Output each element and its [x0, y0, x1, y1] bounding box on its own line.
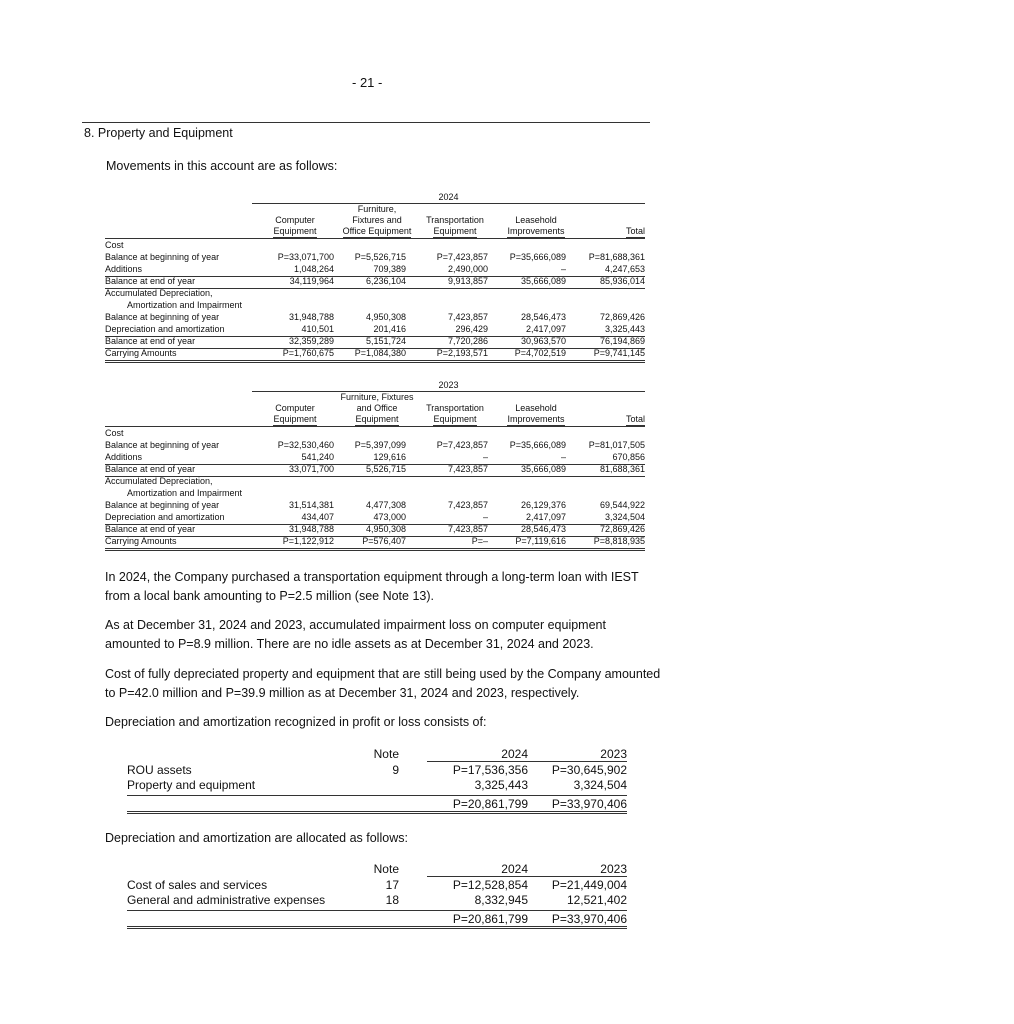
column-header-line [585, 414, 645, 426]
column-header-text: Improvements [507, 226, 565, 236]
column-header [250, 392, 340, 426]
table-row [105, 441, 645, 452]
cell-value: P=1,760,675 [282, 348, 334, 358]
column-header-line [410, 392, 500, 403]
row-rule [105, 524, 645, 525]
cell-value: 3,325,443 [604, 324, 645, 334]
cell-value: P=1,084,380 [354, 348, 406, 358]
column-header-text: Office Equipment [342, 226, 412, 236]
row-label: Amortization and Impairment [127, 300, 243, 310]
column-header-line [585, 204, 645, 215]
subtotal-rule [127, 910, 627, 911]
column-header [332, 204, 422, 238]
value-2024: P=17,536,356 [452, 763, 528, 777]
cell-value: 4,477,308 [365, 500, 406, 510]
allocated-intro: Depreciation and amortization are allocated as follows: [105, 831, 408, 845]
cell-value: 541,240 [301, 452, 334, 462]
cell-value: 35,666,089 [520, 464, 566, 474]
row-rule [105, 476, 645, 477]
cell-value: P=5,526,715 [354, 252, 406, 262]
cell-value: 7,423,857 [447, 312, 488, 322]
total-rule [105, 360, 645, 363]
note-ref: 9 [392, 763, 399, 777]
header-rule [427, 761, 627, 762]
cell-value: 32,359,289 [288, 336, 334, 346]
cell-value: – [560, 264, 566, 274]
table-row [105, 349, 645, 360]
column-header-line: Transportation [426, 403, 484, 413]
paragraph-recognized-intro: Depreciation and amortization recognized in profit or loss consists of: [105, 715, 487, 729]
value-2024: 8,332,945 [474, 893, 528, 907]
row-label: General and administrative expenses [127, 893, 326, 907]
value-2023: P=21,449,004 [551, 878, 627, 892]
column-header-text: Total [625, 226, 645, 236]
value-2024: P=12,528,854 [452, 878, 528, 892]
table-row [105, 429, 645, 440]
row-label: Balance at end of year [105, 524, 196, 534]
cell-value: P=576,407 [362, 536, 406, 546]
cell-value: 9,913,857 [447, 276, 488, 286]
cell-value: P=9,741,145 [593, 348, 645, 358]
cell-value: 6,236,104 [365, 276, 406, 286]
cell-value: 81,688,361 [599, 464, 645, 474]
cell-value: P=5,397,099 [354, 440, 406, 450]
row-rule [105, 288, 645, 289]
cell-value: 2,490,000 [447, 264, 488, 274]
column-header-line [585, 403, 645, 414]
column-header-line [250, 226, 340, 238]
column-header [491, 204, 581, 238]
table-row [105, 537, 645, 548]
cell-value: 76,194,869 [599, 336, 645, 346]
cell-value: 670,856 [612, 452, 645, 462]
column-header-line: Transportation [426, 215, 484, 225]
cell-value: 4,950,308 [365, 312, 406, 322]
column-header-line: Furniture, Fixtures [340, 392, 414, 402]
cell-value: – [560, 452, 566, 462]
cell-value: 7,423,857 [447, 500, 488, 510]
note-ref: 17 [385, 878, 399, 892]
cell-value: P=8,818,935 [593, 536, 645, 546]
note-header: Note [373, 862, 399, 876]
column-header [585, 392, 645, 426]
table-row [105, 477, 645, 488]
cell-value: 31,948,788 [288, 524, 334, 534]
column-header-line [491, 204, 581, 215]
column-header-line [250, 204, 340, 215]
cell-value: – [482, 452, 488, 462]
table-row [105, 325, 645, 336]
cell-value: 35,666,089 [520, 276, 566, 286]
cell-value: 7,423,857 [447, 524, 488, 534]
cell-value: 31,514,381 [288, 500, 334, 510]
column-header-line [410, 414, 500, 426]
column-header-line: Computer [275, 403, 315, 413]
cell-value: 7,423,857 [447, 464, 488, 474]
year-header: 2024 [501, 862, 528, 876]
table-row [105, 301, 645, 312]
cell-value: 2,417,097 [525, 512, 566, 522]
column-header [332, 392, 422, 426]
cell-value: 4,247,653 [604, 264, 645, 274]
table-row [105, 253, 645, 264]
column-header-text: Equipment [273, 226, 317, 236]
cell-value: P=4,702,519 [514, 348, 566, 358]
cell-value: 28,546,473 [520, 524, 566, 534]
ppe-table-2024 [105, 193, 645, 363]
year-header: 2024 [501, 747, 528, 761]
column-header-line [585, 226, 645, 238]
year-header: 2023 [252, 381, 645, 392]
note-ref: 18 [385, 893, 399, 907]
column-header-line: Leasehold [515, 403, 557, 413]
cell-value: 72,869,426 [599, 312, 645, 322]
page-number: - 21 - [352, 75, 383, 90]
row-label: Carrying Amounts [105, 348, 177, 358]
cell-value: 473,000 [373, 512, 406, 522]
column-header-line [585, 215, 645, 226]
year-header: 2023 [600, 862, 627, 876]
row-rule [105, 336, 645, 337]
column-header-line [250, 414, 340, 426]
cell-value: 69,544,922 [599, 500, 645, 510]
column-header-line [585, 392, 645, 403]
header-rule [105, 238, 645, 239]
total-rule [105, 548, 645, 551]
column-header [491, 392, 581, 426]
value-2023: P=30,645,902 [551, 763, 627, 777]
cell-value: 7,720,286 [447, 336, 488, 346]
column-header [250, 204, 340, 238]
row-label: Accumulated Depreciation, [105, 476, 213, 486]
column-header [410, 392, 500, 426]
allocated-table [127, 863, 627, 929]
ppe-table-2023 [105, 381, 645, 551]
cell-value: P=– [471, 536, 488, 546]
cell-value: 201,416 [373, 324, 406, 334]
row-label: Carrying Amounts [105, 536, 177, 546]
year-header: 2024 [252, 193, 645, 204]
cell-value: – [482, 512, 488, 522]
header-rule [105, 426, 645, 427]
table-row [105, 265, 645, 276]
row-label: Additions [105, 452, 143, 462]
cell-value: P=2,193,571 [436, 348, 488, 358]
row-rule [105, 536, 645, 537]
year-header: 2023 [600, 747, 627, 761]
cell-value: 129,616 [373, 452, 406, 462]
column-header-line: Furniture, [357, 204, 397, 214]
row-label: Balance at beginning of year [105, 312, 220, 322]
column-header-line [410, 226, 500, 238]
row-label: Balance at beginning of year [105, 252, 220, 262]
row-label: Cost [105, 240, 124, 250]
row-label: Depreciation and amortization [105, 324, 225, 334]
row-label: Balance at beginning of year [105, 440, 220, 450]
section-title: 8. Property and Equipment [84, 126, 233, 140]
cell-value: P=35,666,089 [509, 440, 566, 450]
column-header-text: Equipment [355, 414, 399, 424]
column-header-text: Equipment [433, 226, 477, 236]
table-row [105, 489, 645, 500]
row-label: Cost of sales and services [127, 878, 268, 892]
cell-value: 5,151,724 [365, 336, 406, 346]
row-label: Balance at end of year [105, 464, 196, 474]
cell-value: 410,501 [301, 324, 334, 334]
row-label: Balance at end of year [105, 336, 196, 346]
cell-value: 5,526,715 [365, 464, 406, 474]
cell-value: P=81,017,505 [588, 440, 645, 450]
total-rule [127, 926, 627, 929]
cell-value: P=35,666,089 [509, 252, 566, 262]
paragraph-impairment: As at December 31, 2024 and 2023, accumulated impairment loss on computer equipment amounted to P=8.9 million. There are no idle assets as at December 31, 2024 and 2023. [105, 618, 606, 651]
column-header-line [410, 204, 500, 215]
column-header-text: Total [625, 414, 645, 424]
column-header-line [250, 392, 340, 403]
cell-value: 4,950,308 [365, 524, 406, 534]
cell-value: P=7,423,857 [436, 440, 488, 450]
cell-value: 72,869,426 [599, 524, 645, 534]
cell-value: 30,963,570 [520, 336, 566, 346]
row-label: Cost [105, 428, 124, 438]
cell-value: P=81,688,361 [588, 252, 645, 262]
column-header-line: Computer [275, 215, 315, 225]
cell-value: 709,389 [373, 264, 406, 274]
subtotal-rule [127, 795, 627, 796]
row-label: Amortization and Impairment [127, 488, 243, 498]
cell-value: 296,429 [455, 324, 488, 334]
cell-value: 85,936,014 [599, 276, 645, 286]
cell-value: 2,417,097 [525, 324, 566, 334]
column-header-text: Equipment [433, 414, 477, 424]
row-label: Depreciation and amortization [105, 512, 225, 522]
cell-value: 33,071,700 [288, 464, 334, 474]
column-header-line [332, 226, 422, 238]
column-header-line [332, 414, 422, 426]
cell-value: P=32,530,460 [277, 440, 334, 450]
total-rule [127, 811, 627, 814]
total-2023: P=33,970,406 [551, 912, 627, 926]
cell-value: 31,948,788 [288, 312, 334, 322]
cell-value: 34,119,964 [289, 276, 334, 286]
table-row [105, 289, 645, 300]
paragraph-loan: In 2024, the Company purchased a transportation equipment through a long-term loan with IEST from a local bank amounting to P=2.5 million (see Note 13). [105, 570, 639, 603]
total-2024: P=20,861,799 [452, 912, 528, 926]
total-2023: P=33,970,406 [551, 797, 627, 811]
column-header-line [491, 414, 581, 426]
cell-value: 3,324,504 [604, 512, 645, 522]
recognized-table [127, 748, 627, 814]
table-row [105, 313, 645, 324]
value-2023: 3,324,504 [573, 778, 627, 792]
row-label: Balance at beginning of year [105, 500, 220, 510]
row-rule [105, 276, 645, 277]
cell-value: 28,546,473 [520, 312, 566, 322]
total-2024: P=20,861,799 [452, 797, 528, 811]
row-label: Additions [105, 264, 143, 274]
value-2023: 12,521,402 [566, 893, 627, 907]
paragraph-fully-depreciated: Cost of fully depreciated property and equipment that are still being used by the Company amounted to P=42.0 million and P=39.9 million as at December 31, 2024 and 2023, respectively. [105, 667, 661, 700]
row-rule [105, 464, 645, 465]
column-header-text: Improvements [507, 414, 565, 424]
row-rule [105, 348, 645, 349]
column-header-line: Leasehold [515, 215, 557, 225]
row-label: Property and equipment [127, 778, 256, 792]
value-2024: 3,325,443 [474, 778, 528, 792]
cell-value: 1,048,264 [293, 264, 334, 274]
cell-value: P=7,119,616 [515, 536, 566, 546]
table-row [105, 277, 645, 288]
column-header-line: and Office [356, 403, 398, 413]
table-row [105, 501, 645, 512]
section-rule [82, 122, 650, 123]
table-row [105, 525, 645, 536]
row-label: ROU assets [127, 763, 192, 777]
column-header-line [491, 392, 581, 403]
column-header [585, 204, 645, 238]
table-row [105, 465, 645, 476]
cell-value: P=1,122,912 [282, 536, 334, 546]
row-label: Balance at end of year [105, 276, 196, 286]
table-row [105, 513, 645, 524]
note-header: Note [373, 747, 399, 761]
column-header-line: Fixtures and [352, 215, 402, 225]
table-row [105, 453, 645, 464]
cell-value: P=33,071,700 [277, 252, 334, 262]
cell-value: P=7,423,857 [436, 252, 488, 262]
column-header-line [491, 226, 581, 238]
cell-value: 26,129,376 [520, 500, 566, 510]
table-row [105, 337, 645, 348]
header-rule [427, 876, 627, 877]
row-label: Accumulated Depreciation, [105, 288, 213, 298]
intro-text: Movements in this account are as follows: [106, 159, 338, 173]
column-header [410, 204, 500, 238]
table-row [105, 241, 645, 252]
cell-value: 434,407 [301, 512, 334, 522]
column-header-text: Equipment [273, 414, 317, 424]
